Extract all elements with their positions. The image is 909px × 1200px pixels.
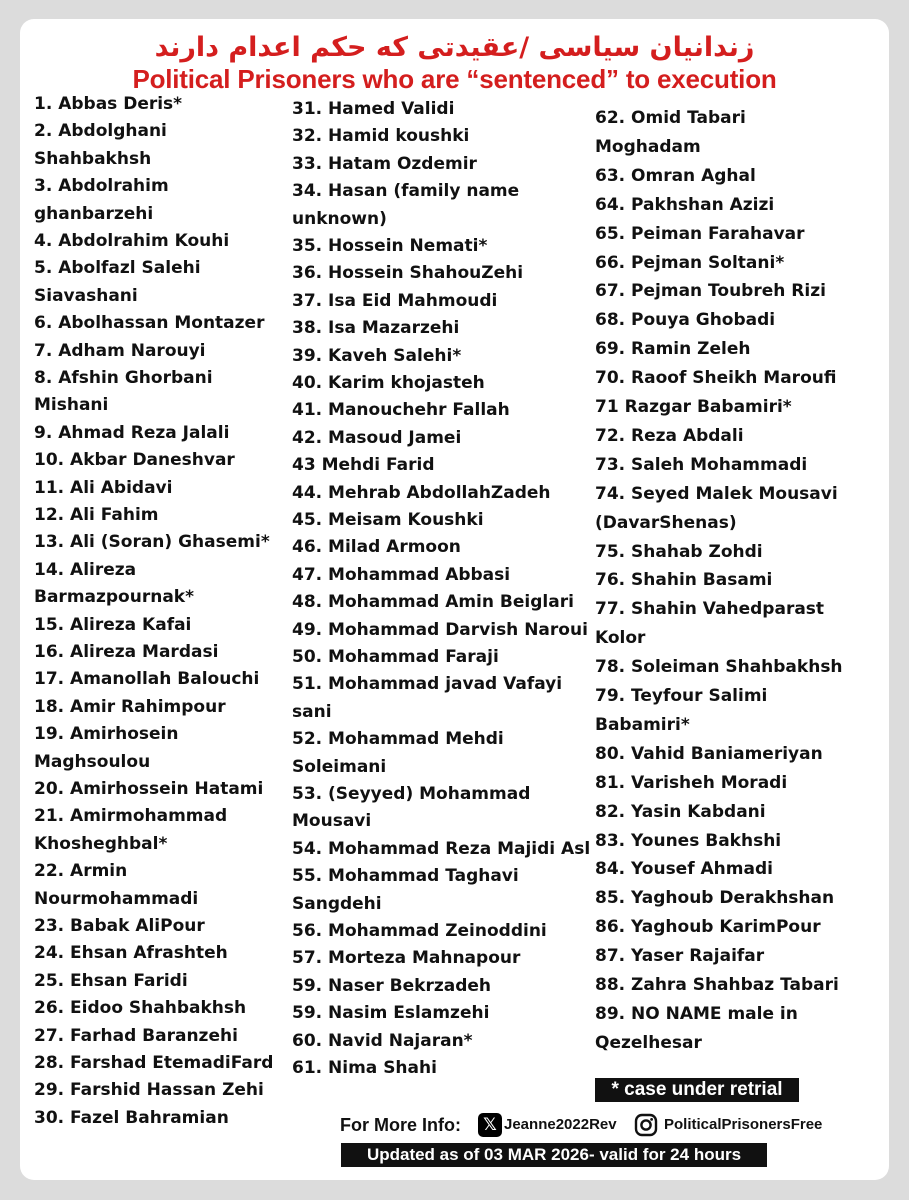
prisoner-entry: 59. Nasim Eslamzehi (292, 1003, 490, 1024)
prisoner-entry: 14. Alireza (34, 559, 137, 580)
prisoner-entry: 7. Adham Narouyi (34, 340, 206, 361)
prisoner-entry: 30. Fazel Bahramian (34, 1107, 229, 1128)
prisoner-entry: 61. Nima Shahi (292, 1058, 437, 1078)
prisoner-entry: 12. Ali Fahim (34, 505, 159, 525)
prisoner-entry: 60. Navid Najaran* (292, 1030, 473, 1051)
prisoner-entry: 59. Naser Bekrzadeh (292, 975, 492, 996)
prisoner-entry: 46. Milad Armoon (292, 537, 461, 558)
prisoner-entry: 87. Yaser Rajaifar (595, 946, 765, 967)
prisoner-entry: 39. Kaveh Salehi* (292, 345, 462, 366)
prisoner-entry: 83. Younes Bakhshi (595, 830, 782, 851)
prisoner-entry: 33. Hatam Ozdemir (292, 153, 477, 174)
prisoner-entry: Qezelhesar (595, 1032, 702, 1053)
prisoner-entry: 74. Seyed Malek Mousavi (595, 483, 838, 504)
prisoner-entry: 9. Ahmad Reza Jalali (34, 422, 230, 443)
prisoner-entry: 57. Morteza Mahnapour (292, 948, 521, 969)
prisoner-entry: 36. Hossein ShahouZehi (292, 263, 524, 284)
prisoner-entry: 85. Yaghoub Derakhshan (595, 888, 835, 909)
prisoner-entry: 37. Isa Eid Mahmoudi (292, 290, 498, 311)
prisoner-entry: 89. NO NAME male in (595, 1003, 798, 1024)
prisoner-entry: 47. Mohammad Abbasi (292, 564, 511, 585)
prisoner-entry: Soleimani (292, 756, 387, 777)
prisoner-entry: 26. Eidoo Shahbakhsh (34, 998, 247, 1019)
prisoner-entry: 45. Meisam Koushki (292, 510, 484, 530)
prisoner-entry: 43 Mehdi Farid (292, 455, 435, 476)
prisoner-entry: 41. Manouchehr Fallah (292, 400, 510, 421)
prisoner-entry: Nourmohammadi (34, 888, 199, 909)
prisoner-entry: Siavashani (34, 285, 138, 306)
prisoner-entry: 81. Varisheh Moradi (595, 772, 788, 793)
prisoner-entry: 2. Abdolghani (34, 121, 167, 142)
prisoner-entry: 79. Teyfour Salimi (595, 686, 768, 706)
prisoner-entry: 4. Abdolrahim Kouhi (34, 231, 230, 251)
prisoner-entry: Shahbakhsh (34, 148, 152, 169)
prisoner-entry: 38. Isa Mazarzehi (292, 318, 460, 339)
prisoner-entry: 8. Afshin Ghorbani (34, 368, 213, 388)
prisoner-entry: 44. Mehrab AbdollahZadeh (292, 482, 551, 503)
prisoner-entry: 27. Farhad Baranzehi (34, 1025, 238, 1046)
prisoner-entry: 55. Mohammad Taghavi (292, 866, 519, 887)
more-info-label: For More Info: (340, 1115, 461, 1135)
prisoner-entry: 49. Mohammad Darvish Naroui (292, 619, 588, 640)
prisoner-entry: 50. Mohammad Faraji (292, 647, 499, 667)
prisoner-entry: sani (292, 701, 332, 722)
persian-title: زندانیان سیاسی /عقیدتی که حکم اعدام دارند (154, 32, 755, 63)
prisoner-entry: 82. Yasin Kabdani (595, 801, 766, 822)
prisoner-entry: 25. Ehsan Faridi (34, 970, 188, 991)
prisoner-entry: 10. Akbar Daneshvar (34, 450, 235, 471)
prisoner-entry: Khosheghbal* (34, 833, 168, 854)
prisoner-entry: 35. Hossein Nemati* (292, 236, 488, 256)
prisoner-entry: 64. Pakhshan Azizi (595, 194, 775, 215)
retrial-note-badge: * case under retrial (595, 1078, 799, 1102)
prisoner-entry: 71 Razgar Babamiri* (595, 397, 792, 417)
prisoner-entry: 20. Amirhossein Hatami (34, 779, 264, 799)
prisoner-entry: (DavarShenas) (595, 512, 737, 533)
updated-date-badge: Updated as of 03 MAR 2026- valid for 24 hours (341, 1143, 767, 1167)
prisoner-entry: 69. Ramin Zeleh (595, 339, 751, 360)
prisoner-entry: 76. Shahin Basami (595, 570, 773, 591)
x-handle-link[interactable]: Jeanne2022Rev (504, 1116, 617, 1133)
prisoner-entry: ghanbarzehi (34, 203, 154, 224)
prisoner-entry: 18. Amir Rahimpour (34, 696, 226, 717)
prisoner-entry: 48. Mohammad Amin Beiglari (292, 592, 574, 613)
english-title: Political Prisoners who are “sentenced” to execution (132, 64, 777, 94)
prisoner-entry: 3. Abdolrahim (34, 176, 169, 197)
prisoner-entry: Kolor (595, 628, 646, 649)
prisoner-entry: 53. (Seyyed) Mohammad (292, 784, 531, 804)
prisoner-entry: 17. Amanollah Balouchi (34, 669, 260, 690)
prisoner-entry: 70. Raoof Sheikh Maroufi (595, 368, 837, 389)
instagram-icon (634, 1113, 658, 1137)
prisoner-entry: Mishani (34, 395, 109, 416)
prisoner-entry: 15. Alireza Kafai (34, 614, 192, 635)
prisoner-entry: 54. Mohammad Reza Majidi Asl (292, 838, 591, 859)
prisoner-entry: 32. Hamid koushki (292, 126, 470, 147)
prisoner-entry: 63. Omran Aghal (595, 165, 756, 186)
prisoner-entry: 65. Peiman Farahavar (595, 223, 805, 244)
prisoner-entry: 40. Karim khojasteh (292, 373, 485, 393)
prisoner-entry: 16. Alireza Mardasi (34, 642, 219, 662)
instagram-handle-link[interactable]: PoliticalPrisonersFree (664, 1116, 823, 1133)
prisoner-entry: 52. Mohammad Mehdi (292, 729, 504, 750)
prisoner-entry: 28. Farshad EtemadiFard (34, 1053, 274, 1073)
prisoner-entry: 80. Vahid Baniameriyan (595, 743, 823, 764)
prisoner-entry: Mousavi (292, 811, 372, 832)
prisoner-entry: 34. Hasan (family name (292, 181, 520, 202)
prisoner-entry: 19. Amirhosein (34, 724, 179, 745)
prisoner-entry: 66. Pejman Soltani* (595, 252, 785, 273)
prisoner-entry: 29. Farshid Hassan Zehi (34, 1080, 264, 1101)
prisoner-entry: Sangdehi (292, 893, 382, 914)
prisoner-entry: 31. Hamed Validi (292, 99, 455, 119)
prisoner-entry: 78. Soleiman Shahbakhsh (595, 657, 843, 678)
prisoner-entry: Barmazpournak* (34, 587, 194, 608)
prisoner-entry: 42. Masoud Jamei (292, 427, 462, 448)
prisoner-entry: Moghadam (595, 136, 701, 157)
prisoner-entry: unknown) (292, 208, 387, 229)
prisoner-entry: 68. Pouya Ghobadi (595, 310, 776, 331)
prisoner-entry: 73. Saleh Mohammadi (595, 454, 808, 475)
prisoner-entry: 1. Abbas Deris* (34, 94, 183, 114)
prisoner-entry: 22. Armin (34, 861, 128, 882)
prisoner-entry: Maghsoulou (34, 751, 151, 772)
prisoner-entry: 5. Abolfazl Salehi (34, 258, 201, 279)
prisoner-entry: 88. Zahra Shahbaz Tabari (595, 975, 839, 995)
prisoner-entry: 13. Ali (Soran) Ghasemi* (34, 532, 270, 553)
prisoner-entry: 24. Ehsan Afrashteh (34, 943, 228, 964)
prisoner-entry: 84. Yousef Ahmadi (595, 859, 773, 880)
prisoner-entry: 21. Amirmohammad (34, 806, 228, 827)
prisoner-entry: 72. Reza Abdali (595, 425, 744, 446)
prisoner-entry: 77. Shahin Vahedparast (595, 599, 825, 620)
prisoner-entry: Babamiri* (595, 714, 690, 735)
prisoner-entry: 75. Shahab Zohdi (595, 541, 763, 562)
prisoner-entry: 11. Ali Abidavi (34, 477, 173, 498)
prisoner-entry: 51. Mohammad javad Vafayi (292, 674, 563, 695)
prisoner-entry: 23. Babak AliPour (34, 916, 205, 936)
prisoner-entry: 56. Mohammad Zeinoddini (292, 921, 547, 941)
prisoner-entry: 62. Omid Tabari (595, 108, 746, 128)
prisoner-entry: 6. Abolhassan Montazer (34, 313, 265, 334)
prisoner-entry: 86. Yaghoub KarimPour (595, 917, 821, 938)
x-logo-icon: 𝕏 (478, 1113, 502, 1137)
prisoner-entry: 67. Pejman Toubreh Rizi (595, 281, 826, 302)
